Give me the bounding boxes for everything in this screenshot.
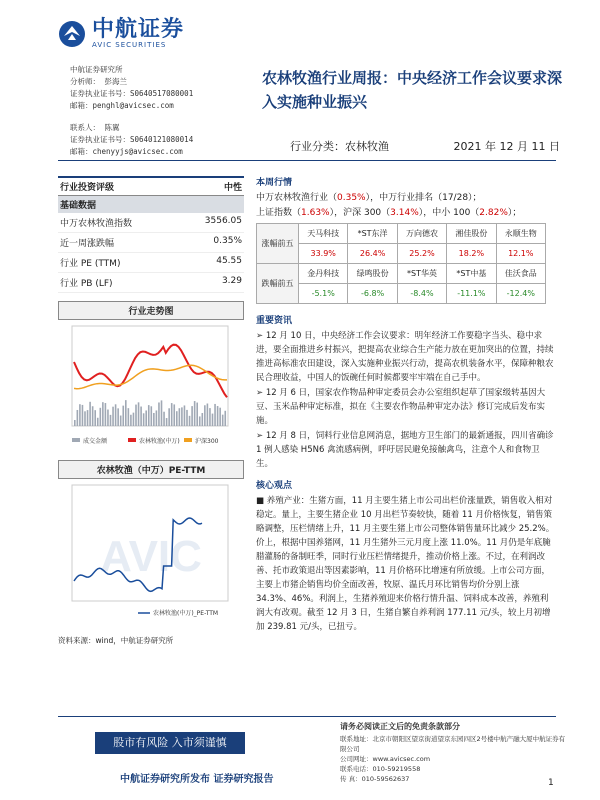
weekly-line-2: 上证指数（1.63%），沪深 300（3.14%），中小 100（2.82%）；	[256, 208, 522, 218]
pe-chart-title: 农林牧渔（中万）PE-TTM	[58, 460, 244, 479]
volume-bar	[97, 418, 99, 426]
news-item: ➢ 12 月 8 日，饲料行业信息网消息，据地方卫生部门的最新通报，四川省确诊 1 例人感染 H5N6 禽流感病例，呼吁居民避免接触禽鸟，注意个人和食物卫生。	[256, 431, 554, 469]
rating-value: 中性	[223, 183, 242, 193]
legend-label: 沪深300	[195, 438, 219, 445]
analyst-info	[70, 64, 270, 158]
volume-bar	[92, 406, 94, 426]
data-source: 资料来源：wind，中航证券研究所	[58, 636, 174, 645]
volume-bar	[189, 416, 191, 426]
loss-value: -6.8%	[348, 284, 397, 304]
volume-bar	[125, 400, 127, 426]
watermark-avic: AVIC	[100, 532, 202, 581]
volume-bar	[105, 403, 107, 426]
volume-bar	[202, 413, 204, 426]
industry-category: 行业分类：农林牧渔	[290, 140, 389, 153]
risk-banner: 股市有风险 入市须谨慎	[95, 732, 245, 754]
header-divider	[58, 160, 556, 161]
loss-value: -5.1%	[299, 284, 348, 304]
volume-bar	[214, 404, 216, 426]
gain-name: 永顺生物	[496, 224, 545, 244]
volume-bar	[207, 404, 209, 426]
volume-bar	[122, 406, 124, 426]
volume-bar	[222, 415, 224, 426]
gain-name: 万向德农	[397, 224, 446, 244]
arrow-bullet-icon: ➢	[256, 388, 266, 398]
volume-bar	[135, 405, 137, 426]
square-bullet-icon: ■	[256, 496, 267, 506]
arrow-bullet-icon: ➢	[256, 431, 266, 441]
volume-bar	[138, 402, 140, 426]
gain-label: 涨幅前五	[257, 224, 299, 264]
volume-bar	[219, 408, 221, 426]
footer-site[interactable]: 公司网址：www.avicsec.com	[340, 755, 431, 763]
left-sidebar	[58, 176, 244, 646]
footer-org: 中航证券研究所发布 证券研究报告	[120, 774, 274, 785]
volume-bar	[84, 411, 86, 426]
news-item: ➢ 12 月 10 日，中央经济工作会议要求：明年经济工作要稳字当头、稳中求进，要全面推进乡村振兴，把提高农业综合生产能力放在更加突出的位置，持续推进高标准农田建设，深入实施种业振兴行动，提高农机装备水平，保障种粮农民合理收益，中国人的饭碗任何时候都要牢牢端在自己手中。	[256, 331, 554, 383]
volume-bar	[128, 408, 130, 426]
volume-bar	[87, 410, 89, 426]
core-title: 核心观点	[256, 481, 293, 491]
volume-bar	[110, 415, 112, 426]
report-title: 农林牧渔行业周报：中央经济工作会议要求深入实施种业振兴	[262, 69, 563, 111]
performance-table	[256, 223, 546, 304]
gain-value: 33.9%	[299, 244, 348, 264]
volume-bar	[224, 411, 226, 426]
footer-phone: 联系电话：010-59219558	[340, 765, 421, 773]
loss-name: *ST华英	[397, 264, 446, 284]
volume-bar	[161, 400, 163, 426]
loss-value: -8.4%	[397, 284, 446, 304]
analyst-cert: 证券执业证书号：S0640517080001	[70, 89, 194, 98]
legend-swatch	[184, 438, 192, 442]
volume-bar	[117, 408, 119, 426]
volume-bar	[148, 405, 150, 426]
basic-data-row: 行业 PE (TTM) 45.55	[58, 253, 244, 273]
core-text: ■ 养殖产业：生猪方面，11 月主要生猪上市公司出栏价涨量跌，销售收入相对稳定。量上，主要生猪企业 10 月出栏节奏较快，随着 11 月价格恢复，销售策略调整，压栏情绪上升，11 月主要生猪上市公司整体销售量环比减少 25.2%。价上，根据中国养猪网，11 月生猪外三元月度上涨 11.0%。11 月仍是年底腌腊灌肠的备制旺季，同时行业压栏情绪提升，推动价格上涨。不过，在利润改善、托市政策退出等因素影响，11 月价格环比增速有所放缓。上市公司方面，主要上市猪企销售均价全面改善，牧原、温氏月环比销售均价分别上涨 34.3%、46%。利润上，生猪养殖迎来价格行情升温、饲料成本改善，养殖利润大有改观。截至 12 月 3 日，生猪自繁自养利润 177.11 元/头，较上月初增加 239.81 元/头，已扭亏。	[256, 496, 555, 632]
analyst-email[interactable]: 邮箱：penghl@avicsec.com	[70, 101, 174, 110]
basic-data-rows	[58, 213, 244, 293]
legend-label: 农林牧渔(中万)	[139, 438, 180, 445]
rating-label: 行业投资评级	[60, 183, 115, 193]
footer-divider	[58, 716, 556, 717]
avic-logo-icon	[58, 20, 86, 48]
volume-bar	[173, 404, 175, 426]
volume-bar	[107, 410, 109, 426]
volume-bar	[100, 408, 102, 426]
arrow-bullet-icon: ➢	[256, 331, 266, 341]
volume-bar	[94, 410, 96, 426]
volume-bar	[112, 407, 114, 426]
main-content	[256, 176, 556, 634]
volume-bar	[79, 404, 81, 426]
footer-fax: 传 真：010-59562637	[340, 775, 410, 783]
basic-data-title: 基础数据	[58, 196, 244, 213]
gain-value: 12.1%	[496, 244, 545, 264]
volume-bar	[145, 410, 147, 426]
volume-bar	[186, 410, 188, 426]
volume-bar	[133, 413, 135, 426]
volume-bar	[204, 405, 206, 426]
gain-value: 18.2%	[447, 244, 496, 264]
volume-bar	[158, 402, 160, 426]
volume-bar	[82, 405, 84, 426]
gain-value: 26.4%	[348, 244, 397, 264]
basic-data-row: 中万农林牧渔指数 3556.05	[58, 213, 244, 233]
page-number: 1	[548, 778, 554, 788]
gain-name: *ST东洋	[348, 224, 397, 244]
basic-data-row: 行业 PB (LF) 3.29	[58, 273, 244, 293]
legend-label: 农林牧渔(中万)_PE-TTM	[153, 610, 219, 617]
gain-name: 天马科技	[299, 224, 348, 244]
volume-bar	[171, 403, 173, 426]
loss-name: 金丹科技	[299, 264, 348, 284]
contact-email[interactable]: 邮箱：chenyyjs@avicsec.com	[70, 147, 183, 156]
loss-label: 跌幅前五	[257, 264, 299, 304]
volume-bar	[166, 418, 168, 426]
volume-bar	[176, 411, 178, 426]
company-logo	[58, 14, 198, 54]
trend-chart-title: 行业走势图	[58, 301, 244, 320]
loss-name: *ST中基	[447, 264, 496, 284]
trend-chart	[58, 322, 244, 452]
disclaimer-note: 请务必阅读正文后的免责条款部分	[340, 722, 460, 731]
volume-bar	[74, 420, 76, 426]
weekly-title: 本周行情	[256, 178, 293, 188]
volume-bar	[102, 402, 104, 426]
volume-bar	[143, 413, 145, 426]
volume-bar	[168, 408, 170, 426]
volume-bar	[156, 410, 158, 426]
pe-chart	[58, 481, 244, 631]
volume-bar	[209, 408, 211, 426]
logo-text-cn: 中航证券	[92, 17, 185, 42]
basic-data-row: 近一周涨跌幅 0.35%	[58, 233, 244, 253]
news-title: 重要资讯	[256, 316, 293, 326]
volume-bar	[181, 407, 183, 426]
contact-cert: 证券执业证书号：S0640121080014	[70, 135, 194, 144]
volume-bar	[163, 412, 165, 426]
volume-bar	[140, 407, 142, 426]
gain-value: 25.2%	[397, 244, 446, 264]
volume-bar	[194, 401, 196, 426]
volume-bar	[77, 410, 79, 426]
news-item: ➢ 12 月 6 日，国家农作物品种审定委员会办公室组织起草了国家级转基因大豆、玉米品种审定标准，拟在《主要农作物品种审定办法》修订完成后发布实施。	[256, 388, 546, 426]
weekly-line-1: 中万农林牧渔行业（0.35%），中万行业排名（17/28）；	[256, 193, 482, 203]
legend-swatch	[72, 438, 80, 442]
volume-bar	[153, 413, 155, 426]
footer-address: 联系地址：北京市朝阳区望京街道望京东园四区2号楼中航产融大厦中航证券有限公司	[340, 735, 566, 753]
legend-label: 成交金额	[83, 438, 108, 445]
loss-value: -11.1%	[447, 284, 496, 304]
volume-bar	[212, 414, 214, 426]
volume-bar	[89, 402, 91, 426]
loss-name: 佳沃食品	[496, 264, 545, 284]
volume-bar	[120, 416, 122, 426]
legend-swatch	[128, 438, 136, 442]
footer-contact	[340, 722, 570, 784]
institute: 中航证券研究所	[70, 65, 123, 74]
analyst-name: 分析师： 彭海兰	[70, 77, 128, 86]
report-date: 2021 年 12 月 11 日	[453, 140, 560, 153]
volume-bar	[151, 406, 153, 426]
volume-bar	[217, 406, 219, 426]
report-meta	[290, 138, 560, 154]
gain-name: 湘佳股份	[447, 224, 496, 244]
contact-name: 联系人： 陈翼	[70, 123, 120, 132]
loss-value: -12.4%	[496, 284, 545, 304]
volume-bar	[179, 408, 181, 426]
rating-header	[58, 176, 244, 196]
volume-bar	[184, 405, 186, 426]
volume-bar	[130, 415, 132, 426]
volume-bar	[196, 403, 198, 426]
logo-text-en: AVIC SECURITIES	[92, 41, 167, 49]
volume-bar	[199, 416, 201, 426]
volume-bar	[115, 404, 117, 426]
news-list	[256, 329, 556, 471]
volume-bar	[191, 406, 193, 426]
loss-name: 绿鸣股份	[348, 264, 397, 284]
csi300-line	[74, 365, 227, 388]
